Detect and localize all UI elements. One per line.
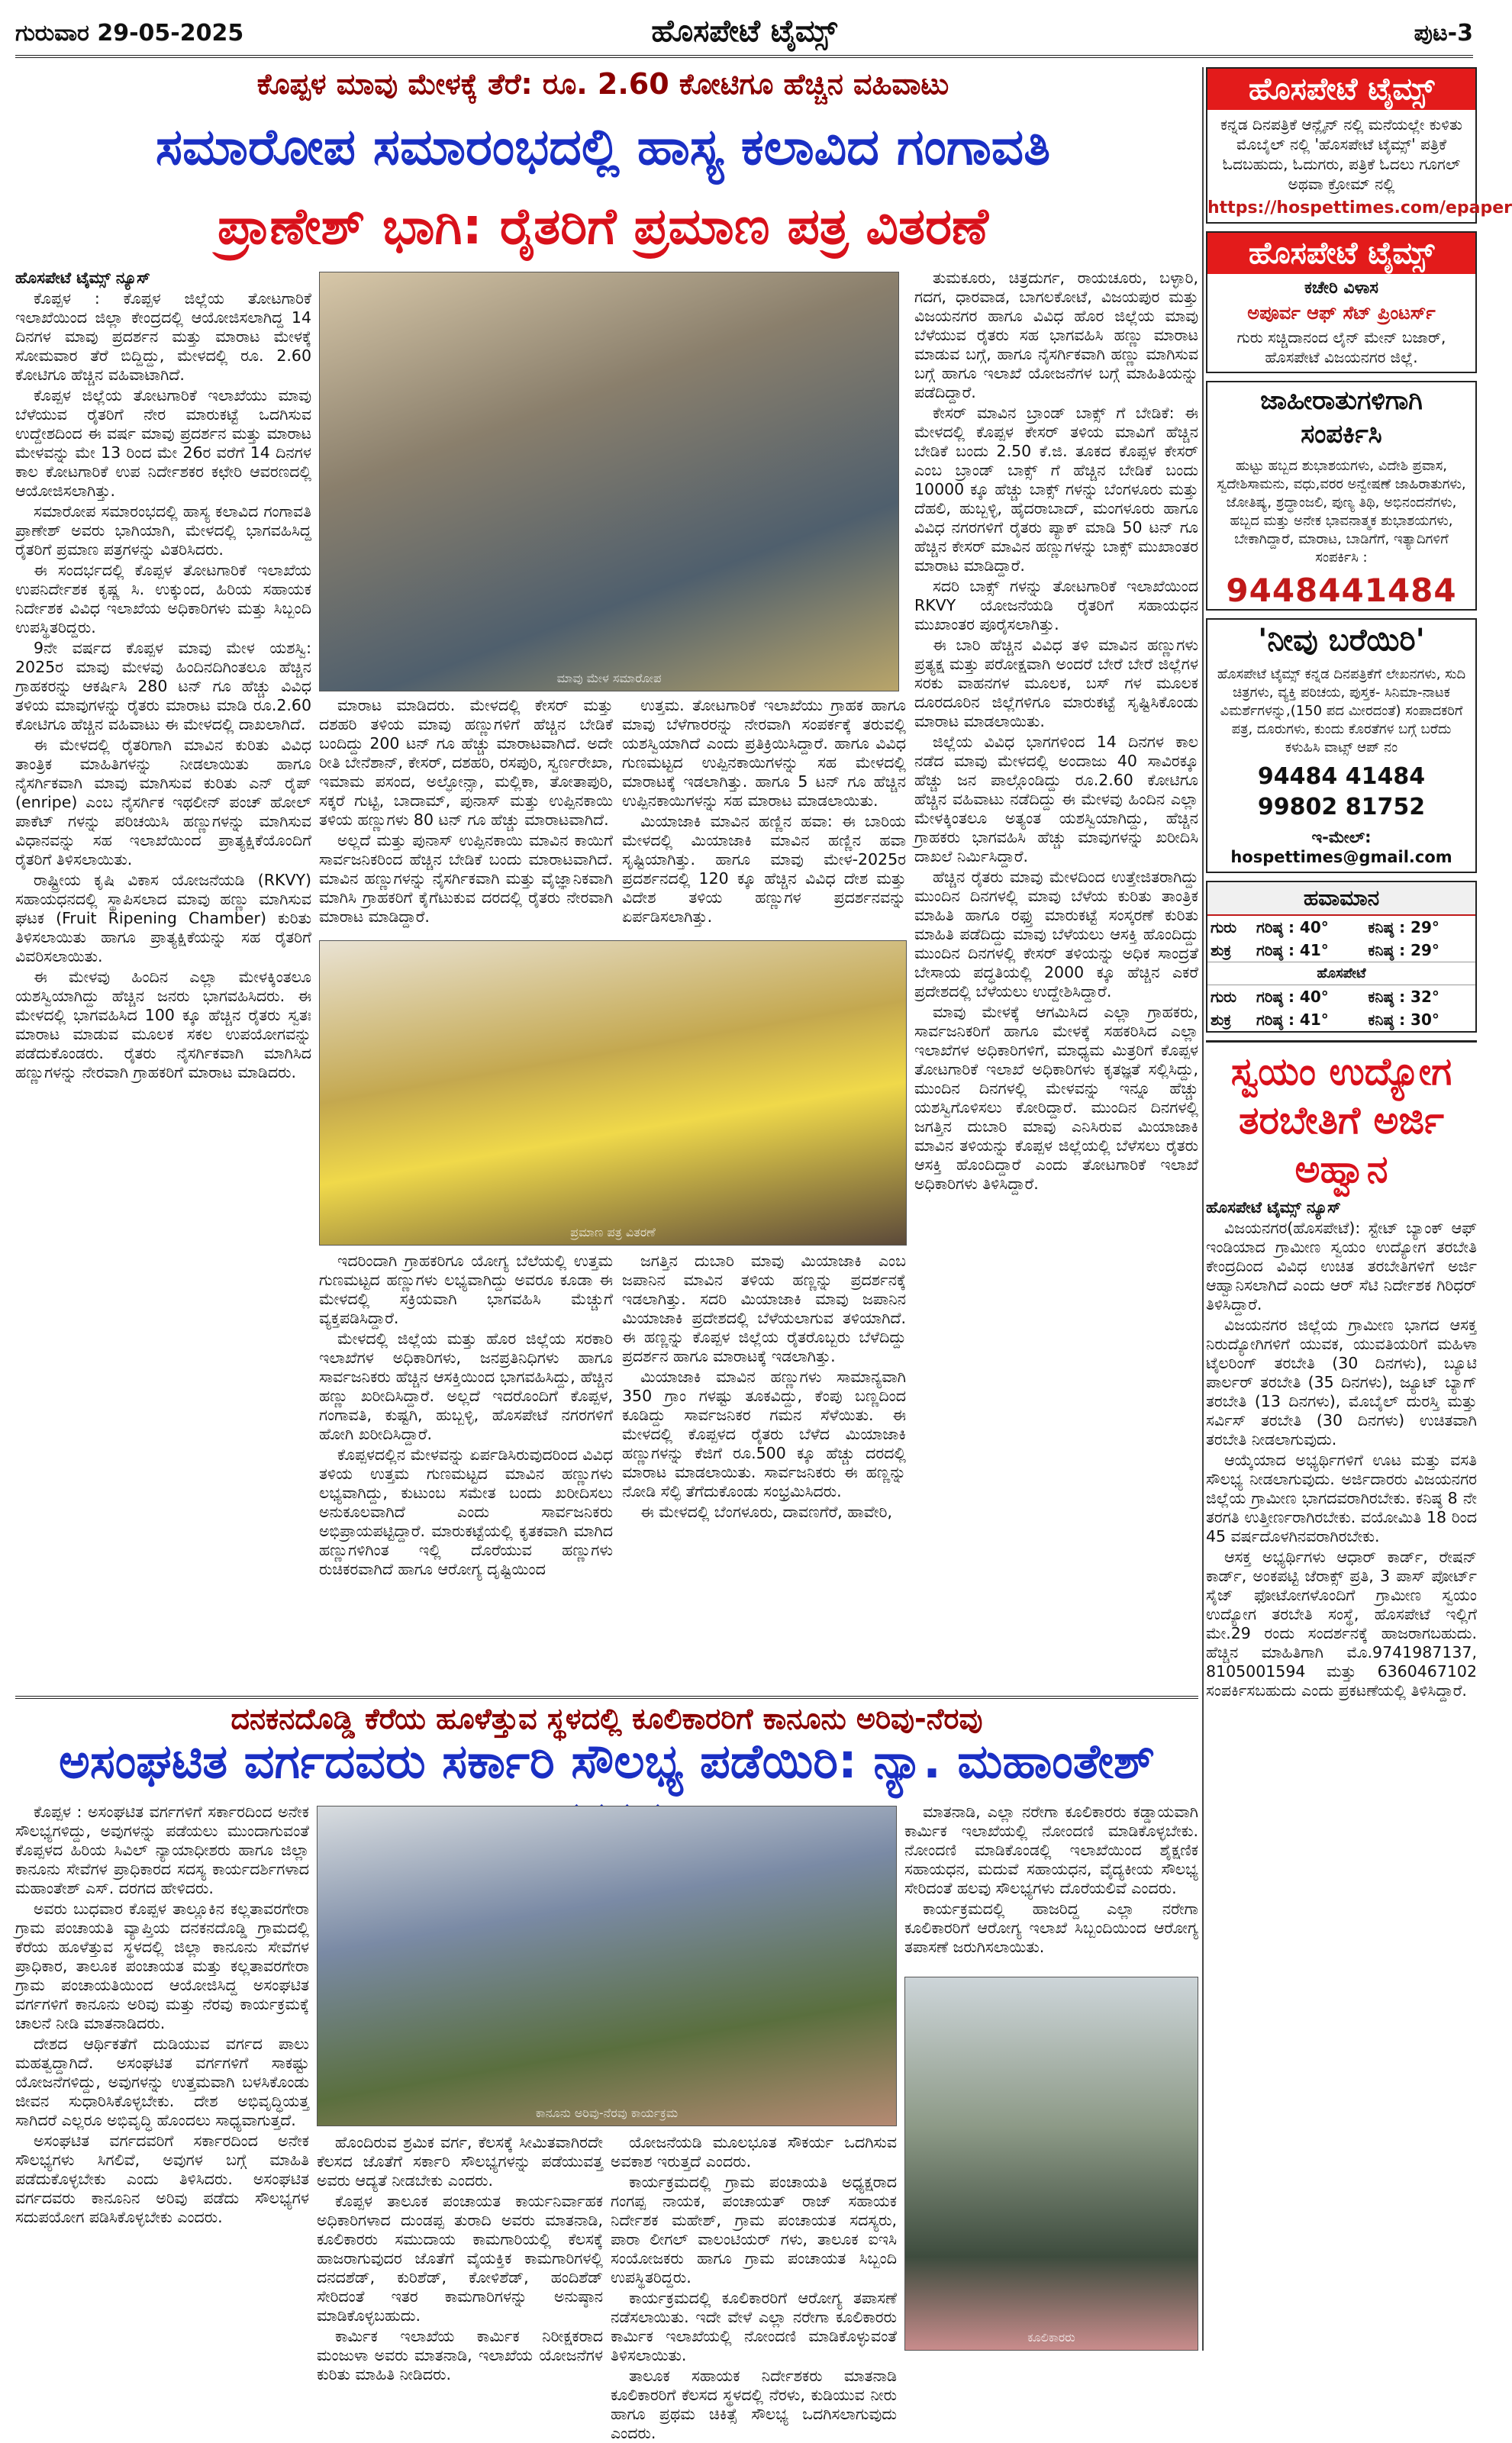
story1-column-3a (622, 696, 906, 940)
story1-paragraph: ಈ ಮೇಳದಲ್ಲಿ ರೈತರಿಗಾಗಿ ಮಾವಿನ ಕುರಿತು ವಿವಿಧ ತಾಂತ್ರಿಕ ಮಾಹಿತಿಗಳನ್ನು ನೀಡಲಾಯಿತು ಹಾಗೂ ನೈಸರ್ಗಿಕವಾಗಿ ಮಾವು ಮಾಗಿಸುವ ಕುರಿತು ಎನ್ ರೈಪ್ (enripe) ಎಂಬ ನೈಸರ್ಗಿಕ ಇಥಲೀನ್ ಪಂಚ್ ಹೋಲ್ ಪಾಕೆಟ್ ಗಳನ್ನು ಪರಿಚಯಿಸಿ ಹಣ್ಣುಗಳನ್ನು ಮಾಗಿಸುವ ವಿಧಾನವನ್ನು ಸಹ ಇಲಾಖೆಯಿಂದ ಪ್ರಾತ್ಯಕ್ಷಿಕೆಯೊಂದಿಗೆ ರೈತರಿಗೆ ತಿಳಿಸಲಾಯಿತು. (15, 736, 311, 869)
story2-paragraph: ಕೊಪ್ಪಳ ತಾಲೂಕ ಪಂಚಾಯತ ಕಾರ್ಯನಿರ್ವಾಹಕ ಅಧಿಕಾರಿಗಳಾದ ದುಂಡಪ್ಪ ತುರಾದಿ ಅವರು ಮಾತನಾಡಿ, ಕೂಲಿಕಾರರು ಸಮುದಾಯ ಕಾಮಗಾರಿಯಲ್ಲಿ ಕೆಲಸಕ್ಕೆ ಹಾಜರಾಗುವುದರ ಜೊತೆಗೆ ವೈಯಕ್ತಿಕ ಕಾಮಗಾರಿಗಳಲ್ಲಿ ದನದಶೆಡ್, ಕುರಿಶೆಡ್, ಕೋಳಿಶೆಡ್, ಹಂದಿಶೆಡ್ ಸೇರಿದಂತೆ ಇತರ ಕಾಮಗಾರಿಗಳನ್ನು ಅನುಷ್ಠಾನ ಮಾಡಿಕೊಳ್ಳಬಹುದು. (317, 2192, 603, 2325)
mango-fair-photo (319, 272, 899, 691)
story1-paragraph: ಉತ್ತಮ. ತೋಟಗಾರಿಕೆ ಇಲಾಖೆಯು ಗ್ರಾಹಕ ಹಾಗೂ ಮಾವು ಬೆಳೆಗಾರರನ್ನು ನೇರವಾಗಿ ಸಂಪರ್ಕಕ್ಕೆ ತರುವಲ್ಲಿ ಯಶಸ್ವಿಯಾಗಿದೆ ಎಂದು ಪ್ರತಿಕ್ರಿಯಿಸಿದ್ದಾರೆ. ಹಾಗೂ ವಿವಿಧ ಗುಣಮಟ್ಟದ ಉಪ್ಪಿನಕಾಯಿಗಳನ್ನು ಸಹ ಮೇಳದಲ್ಲಿ ಮಾರಾಟಕ್ಕೆ ಇಡಲಾಗಿತ್ತು. ಹಾಗೂ 5 ಟನ್ ಗೂ ಹೆಚ್ಚಿನ ಉಪ್ಪಿನಕಾಯಿಗಳನ್ನು ಸಹ ಮಾರಾಟ ಮಾಡಲಾಯಿತು. (622, 696, 906, 810)
story2-column-4 (904, 1803, 1198, 1971)
story2-paragraph: ಅವರು ಬುಧವಾರ ಕೊಪ್ಪಳ ತಾಲ್ಲೂಕಿನ ಕಲ್ಲತಾವರಗೇರಾ ಗ್ರಾಮ ಪಂಚಾಯತಿ ವ್ಯಾಪ್ತಿಯ ದನಕನದೊಡ್ಡಿ ಗ್ರಾಮದಲ್ಲಿ ಕೆರೆಯ ಹೂಳೆತ್ತುವ ಸ್ಥಳದಲ್ಲಿ ಜಿಲ್ಲಾ ಕಾನೂನು ಸೇವೆಗಳ ಪ್ರಾಧಿಕಾರ, ತಾಲೂಕ ಪಂಚಾಯತ ಮತ್ತು ಕಲ್ಲತಾವರಗೇರಾ ಗ್ರಾಮ ಪಂಚಾಯತಿಯಿಂದ ಆಯೋಜಿಸಿದ್ದ ಅಸಂಘಟಿತ ವರ್ಗಗಳಿಗೆ ಕಾನೂನು ಅರಿವು ಮತ್ತು ನೆರವು ಕಾರ್ಯಕ್ರಮಕ್ಕೆ ಚಾಲನೆ ನೀಡಿ ಮಾತನಾಡಿದರು. (15, 1900, 309, 2032)
you-write-title: 'ನೀವು ಬರೆಯಿರಿ' (1258, 623, 1425, 658)
story1-paragraph: ಮಿಯಾಜಾಕಿ ಮಾವಿನ ಹಣ್ಣಿನ ಹವಾ: ಈ ಬಾರಿಯ ಮೇಳದಲ್ಲಿ ಮಿಯಾಜಾಕಿ ಮಾವಿನ ಹಣ್ಣಿನ ಹವಾ ಸೃಷ್ಟಿಯಾಗಿತ್ತು. ಹಾಗೂ ಮಾವು ಮೇಳ-2025ರ ಪ್ರದರ್ಶನದಲ್ಲಿ 120 ಕ್ಕೂ ಹೆಚ್ಚಿನ ವಿವಿಧ ದೇಶ ಮತ್ತು ವಿದೇಶ ತಳಿಯ ಹಣ್ಣುಗಳ ಪ್ರದರ್ಶನವನ್ನು ಏರ್ಪಡಿಸಲಾಗಿತ್ತು. (622, 812, 906, 926)
story1-paragraph: ಈ ಬಾರಿ ಹೆಚ್ಚಿನ ವಿವಿಧ ತಳಿ ಮಾವಿನ ಹಣ್ಣುಗಳು ಪ್ರತ್ಯಕ್ಷ ಮತ್ತು ಪರೋಕ್ಷವಾಗಿ ಅಂದರೆ ಬೇರೆ ಬೇರೆ ಜಿಲ್ಲೆಗಳ ಸರಕು ವಾಹನಗಳ ಮೂಲಕ, ಬಸ್ ಗಳ ಮೂಲಕ ದೂರದೂರಿನ ಜಿಲ್ಲೆಗಳಿಗೂ ಮಾರುಕಟ್ಟೆ ಸೃಷ್ಟಿಸಿಕೊಂಡು ಮಾರಾಟ ಮಾಡಲಾಯಿತು. (914, 636, 1198, 730)
story2-headline: ಅಸಂಘಟಿತ ವರ್ಗದವರು ಸರ್ಕಾರಿ ಸೌಲಭ್ಯ ಪಡೆಯಿರಿ: ನ್ಯಾ. ಮಹಾಂತೇಶ್ (59, 1733, 1155, 1789)
certificate-distribution-photo (319, 940, 907, 1246)
ads-subtitle: ಸಂಪರ್ಕಿಸಿ (1301, 419, 1382, 450)
story1-paragraph: ಮಾರಾಟ ಮಾಡಿದರು. ಮೇಳದಲ್ಲಿ ಕೇಸರ್ ಮತ್ತು ದಶಹರಿ ತಳಿಯ ಮಾವು ಹಣ್ಣುಗಳಿಗೆ ಹೆಚ್ಚಿನ ಬೇಡಿಕೆ ಬಂದಿದ್ದು 200 ಟನ್ ಗೂ ಹೆಚ್ಚು ಮಾರಾಟವಾಗಿದೆ. ಅದೇ ರೀತಿ ಬೇನೆಶಾನ್, ಕೇಸರ್, ದಶಹರಿ, ರಸಪುರಿ, ಸ್ವರ್ಣರೇಖಾ, ಇಮಾಮ ಪಸಂದ, ಅಲ್ಫೋನ್ಸಾ, ಮಲ್ಲಿಕಾ, ತೋತಾಪುರಿ, ಸಕ್ಕರೆ ಗುಟ್ಟಿ, ಬಾದಾಮ್, ಪುನಾಸ್ ಮತ್ತು ಉಪ್ಪಿನಕಾಯಿ ತಳಿಯ ಹಣ್ಣುಗಳು 80 ಟನ್ ಗೂ ಹೆಚ್ಚು ಮಾರಾಟವಾಗಿದೆ. (319, 696, 613, 829)
story1-paragraph: ಇದರಿಂದಾಗಿ ಗ್ರಾಹಕರಿಗೂ ಯೋಗ್ಯ ಬೆಲೆಯಲ್ಲಿ ಉತ್ತಮ ಗುಣಮಟ್ಟದ ಹಣ್ಣುಗಳು ಲಭ್ಯವಾಗಿದ್ದು ಅವರೂ ಕೂಡಾ ಈ ಮೇಳದಲ್ಲಿ ಸಕ್ರಿಯವಾಗಿ ಭಾಗವಹಿಸಿ ಮೆಚ್ಚುಗೆ ವ್ಯಕ್ತಪಡಿಸಿದ್ದಾರೆ. (319, 1252, 613, 1327)
office-ad-header: ಹೊಸಪೇಟೆ ಟೈಮ್ಸ್ (1207, 233, 1475, 274)
ads-title: ಜಾಹೀರಾತುಗಳಿಗಾಗಿ (1260, 385, 1423, 416)
sidebar-divider (1202, 67, 1204, 2351)
story1-column-1 (15, 269, 311, 1681)
epaper-ad-text: ಕನ್ನಡ ದಿನಪತ್ರಿಕೆ ಆನ್ಲೈನ್ ನಲ್ಲಿ ಮನೆಯಲ್ಲೇ ಕುಳಿತು ಮೊಬೈಲ್ ನಲ್ಲಿ 'ಹೊಸಪೇಟೆ ಟೈಮ್ಸ್' ಪತ್ರಿಕೆ ಓದಬಹುದು, ಓದುಗರು, ಪತ್ರಿಕೆ ಓದಲು ಗೂಗಲ್ ಅಥವಾ ಕ್ರೋಮ್ ನಲ್ಲಿ (1220, 115, 1462, 193)
story1-paragraph: ಜಿಲ್ಲೆಯ ವಿವಿಧ ಭಾಗಗಳಿಂದ 14 ದಿನಗಳ ಕಾಲ ನಡೆದ ಮಾವು ಮೇಳದಲ್ಲಿ ಅಂದಾಜು 40 ಸಾವಿರಕ್ಕೂ ಹೆಚ್ಚು ಜನ ಪಾಲ್ಗೊಂಡಿದ್ದು ರೂ.2.60 ಕೋಟಿಗೂ ಹೆಚ್ಚಿನ ವಹಿವಾಟು ನಡೆದಿದ್ದು ಈ ಮೇಳವು ಹಿಂದಿನ ಎಲ್ಲಾ ಮೇಳಕ್ಕಿಂತಲೂ ಅತ್ಯಂತ ಯಶಸ್ವಿಯಾಗಿದ್ದು, ಹೆಚ್ಚಿನ ಗ್ರಾಹಕರು ಭಾಗವಹಿಸಿ ಹೆಚ್ಚು ಮಾವುಗಳನ್ನು ಖರೀದಿಸಿ ದಾಖಲೆ ನಿರ್ಮಿಸಿದ್ದಾರೆ. (914, 733, 1198, 865)
weather-row (1207, 939, 1475, 962)
photo-caption: ಮಾವು ಮೇಳ ಸಮಾರೋಪ (556, 671, 662, 685)
story2-paragraph: ಕಾರ್ಯಕ್ರಮದಲ್ಲಿ ಕೂಲಿಕಾರರಿಗೆ ಆರೋಗ್ಯ ತಪಾಸಣೆ ನಡೆಸಲಾಯಿತು. ಇದೇ ವೇಳೆ ಎಲ್ಲಾ ನರೇಗಾ ಕೂಲಿಕಾರರು ಕಾರ್ಮಿಕ ಇಲಾಖೆಯಲ್ಲಿ ನೋಂದಣಿ ಮಾಡಿಕೊಳ್ಳುವಂತೆ ತಿಳಿಸಲಾಯಿತು. (611, 2289, 897, 2364)
story1-paragraph: ರಾಷ್ಟ್ರೀಯ ಕೃಷಿ ವಿಕಾಸ ಯೋಜನೆಯಡಿ (RKVY) ಸಹಾಯಧನದಲ್ಲಿ ಸ್ಥಾಪಿಸಲಾದ ಮಾವು ಹಣ್ಣು ಮಾಗಿಸುವ ಘಟಕ (Fruit Ripening Chamber) ಕುರಿತು ತಿಳಿಸಲಾಯಿತು ಹಾಗೂ ಪ್ರಾತ್ಯಕ್ಷಿಕೆಯನ್ನು ಸಹ ರೈತರಿಗೆ ವಿವರಿಸಲಾಯಿತು. (15, 871, 311, 965)
story2-paragraph: ದೇಶದ ಆರ್ಥಿಕತೆಗೆ ದುಡಿಯುವ ವರ್ಗದ ಪಾಲು ಮಹತ್ವದ್ದಾಗಿದೆ. ಅಸಂಘಟಿತ ವರ್ಗಗಳಿಗೆ ಸಾಕಷ್ಟು ಯೋಜನೆಗಳಿದ್ದು, ಅವುಗಳನ್ನು ಉತ್ತಮವಾಗಿ ಬಳಸಿಕೊಂಡು ಜೀವನ ಸುಧಾರಿಸಿಕೊಳ್ಳಬೇಕು. ದೇಶ ಅಭಿವೃದ್ಧಿಯತ್ತ ಸಾಗಿದರೆ ಎಲ್ಲರೂ ಅಭಿವೃದ್ಧಿ ಹೊಂದಲು ಸಾಧ್ಯವಾಗುತ್ತದೆ. (15, 2035, 309, 2129)
photo-caption: ಕಾನೂನು ಅರಿವು-ನೆರವು ಕಾರ್ಯಕ್ರಮ (535, 2106, 679, 2120)
self-employment-paragraph: ಆಯ್ಕೆಯಾದ ಅಭ್ಯರ್ಥಿಗಳಿಗೆ ಊಟ ಮತ್ತು ವಸತಿ ಸೌಲಭ್ಯ ನೀಡಲಾಗುವುದು. ಅರ್ಜಿದಾರರು ವಿಜಯನಗರ ಜಿಲ್ಲೆಯ ಗ್ರಾಮೀಣ ಭಾಗದವರಾಗಿರಬೇಕು. ಕನಿಷ್ಠ 8 ನೇ ತರಗತಿ ಉತ್ತೀರ್ಣರಾಗಿರಬೇಕು. ವಯೋಮಿತಿ 18 ರಿಂದ 45 ವರ್ಷದೊಳಗಿನವರಾಗಿರಬೇಕು. (1206, 1451, 1477, 1545)
weather-day: ಗುರು (1211, 918, 1237, 936)
story1-headline-line2: ಪ್ರಾಣೇಶ್ ಭಾಗಿ: ರೈತರಿಗೆ ಪ್ರಮಾಣ ಪತ್ರ ವಿತರಣೆ (217, 197, 989, 256)
self-employment-story (1206, 1040, 1477, 1700)
story1-paragraph: ಮಾವು ಮೇಳಕ್ಕೆ ಆಗಮಿಸಿದ ಎಲ್ಲಾ ಗ್ರಾಹಕರು, ಸಾರ್ವಜನಿಕರಿಗೆ ಹಾಗೂ ಮೇಳಕ್ಕೆ ಸಹಕರಿಸಿದ ಎಲ್ಲಾ ಇಲಾಖೆಗಳ ಅಧಿಕಾರಿಗಳಿಗೆ, ಮಾಧ್ಯಮ ಮಿತ್ರರಿಗೆ ಕೊಪ್ಪಳ ತೋಟಗಾರಿಕೆ ಇಲಾಖೆ ಅಧಿಕಾರಿಗಳು ಕೃತಜ್ಞತೆ ಸಲ್ಲಿಸಿದ್ದು, ಮುಂದಿನ ದಿನಗಳಲ್ಲಿ ಮೇಳವನ್ನು ಇನ್ನೂ ಹೆಚ್ಚು ಯಶಸ್ವಿಗೊಳಿಸಲು ಕೋರಿದ್ದಾರೆ. ಮುಂದಿನ ದಿನಗಳಲ್ಲಿ ಜಗತ್ತಿನ ದುಬಾರಿ ಮಾವು ಎನಿಸಿರುವ ಮಿಯಾಜಾಕಿ ಮಾವಿನ ತಳಿಯನ್ನು ಕೊಪ್ಪಳ ಜಿಲ್ಲೆಯಲ್ಲಿ ಬೆಳೆಸಲು ರೈತರು ಆಸಕ್ತಿ ಹೊಂದಿದ್ದಾರೆ ಎಂದು ತೋಟಗಾರಿಕೆ ಇಲಾಖೆ ಅಧಿಕಾರಿಗಳು ತಿಳಿಸಿದ್ದಾರೆ. (914, 1003, 1198, 1193)
office-ad-line2: ಅಪೂರ್ವ ಆಫ್ ಸೆಟ್ ಪ್ರಿಂಟರ್ಸ್ (1247, 302, 1436, 324)
story2-paragraph: ಕಾರ್ಯಕ್ರಮದಲ್ಲಿ ಗ್ರಾಮ ಪಂಚಾಯತಿ ಅಧ್ಯಕ್ಷರಾದ ಗಂಗಪ್ಪ ನಾಯಕ, ಪಂಚಾಯತ್ ರಾಜ್ ಸಹಾಯಕ ನಿರ್ದೇಶಕ ಮಹೇಶ್, ಗ್ರಾಮ ಪಂಚಾಯತ ಸದಸ್ಯರು, ಪಾರಾ ಲೀಗಲ್ ವಾಲಂಟಿಯರ್ ಗಳು, ತಾಲೂಕ ಐಇಸಿ ಸಂಯೋಜಕರು ಹಾಗೂ ಗ್ರಾಮ ಪಂಚಾಯತ ಸಿಬ್ಬಂದಿ ಉಪಸ್ಥಿತರಿದ್ದರು. (611, 2173, 897, 2287)
story1-paragraph: ಹೆಚ್ಚಿನ ರೈತರು ಮಾವು ಮೇಳದಿಂದ ಉತ್ತೇಜಿತರಾಗಿದ್ದು ಮುಂದಿನ ದಿನಗಳಲ್ಲಿ ಮಾವು ಬೆಳೆಯ ಕುರಿತು ತಾಂತ್ರಿಕ ಮಾಹಿತಿ ಹಾಗೂ ರಫ್ತು ಮಾರುಕಟ್ಟೆ ಸಂಸ್ಕರಣೆ ಕುರಿತು ಮಾಹಿತಿ ಪಡೆದಿದ್ದು ಮಾವು ಬೆಳೆಯಲು ಆಸಕ್ತಿ ಹೊಂದಿದ್ದು ಮುಂದಿನ ದಿನಗಳಲ್ಲಿ ಕೇಸರ್ ತಳಿಯನ್ನು ಅಧಿಕ ಸಾಂದ್ರತೆ ಬೇಸಾಯ ಪದ್ಧತಿಯಲ್ಲಿ 2000 ಕ್ಕೂ ಹೆಚ್ಚಿನ ಎಕರೆ ಪ್ರದೇಶದಲ್ಲಿ ಬೆಳೆಯಲು ಉದ್ದೇಶಿಸಿದ್ದಾರೆ. (914, 868, 1198, 1001)
story2-paragraph: ಹೊಂದಿರುವ ಶ್ರಮಿಕ ವರ್ಗ, ಕೆಲಸಕ್ಕೆ ಸೀಮಿತವಾಗಿರದೇ ಕೆಲಸದ ಜೊತೆಗೆ ಸರ್ಕಾರಿ ಸೌಲಭ್ಯಗಳನ್ನು ಪಡೆಯುವತ್ತ ಅವರು ಆದ್ಯತೆ ನೀಡಬೇಕು ಎಂದರು. (317, 2133, 603, 2190)
legal-awareness-photo (317, 1806, 897, 2126)
self-employment-body (1206, 1198, 1477, 1700)
you-write-box (1206, 618, 1477, 873)
story2-paragraph: ತಾಲೂಕ ಸಹಾಯಕ ನಿರ್ದೇಶಕರು ಮಾತನಾಡಿ ಕೂಲಿಕಾರರಿಗೆ ಕೆಲಸದ ಸ್ಥಳದಲ್ಲಿ ನೆರಳು, ಕುಡಿಯುವ ನೀರು ಹಾಗೂ ಪ್ರಥಮ ಚಿಕಿತ್ಸೆ ಸೌಲಭ್ಯ ಒದಗಿಸಲಾಗುವುದು ಎಂದರು. (611, 2367, 897, 2442)
masthead (15, 11, 1473, 58)
story1-paragraph: ಸದರಿ ಬಾಕ್ಸ್ ಗಳನ್ನು ತೋಟಗಾರಿಕೆ ಇಲಾಖೆಯಿಂದ RKVY ಯೋಜನೆಯಡಿ ರೈತರಿಗೆ ಸಹಾಯಧನ ಮುಖಾಂತರ ಪೂರೈಸಲಾಗಿತ್ತು. (914, 577, 1198, 633)
weather-max: ಗರಿಷ್ಠ : 40° (1256, 988, 1329, 1006)
workers-photo (904, 1977, 1198, 2351)
contact-email: ಇ-ಮೇಲ್: hospettimes@gmail.com (1230, 828, 1452, 866)
weather-table-2 (1207, 985, 1475, 1031)
ads-phone: 9448441484 (1226, 572, 1457, 609)
story1-paragraph: ಮೇಳದಲ್ಲಿ ಜಿಲ್ಲೆಯ ಮತ್ತು ಹೊರ ಜಿಲ್ಲೆಯ ಸರಕಾರಿ ಇಲಾಖೆಗಳ ಅಧಿಕಾರಿಗಳು, ಜನಪ್ರತಿನಿಧಿಗಳು ಹಾಗೂ ಸಾರ್ವಜನಿಕರು ಹೆಚ್ಚಿನ ಆಸಕ್ತಿಯಿಂದ ಭಾಗವಹಿಸಿದ್ದು, ಹೆಚ್ಚಿನ ಹಣ್ಣು ಖರೀದಿಸಿದ್ದಾರೆ. ಅಲ್ಲದೆ ಇದರೊಂದಿಗೆ ಕೊಪ್ಪಳ, ಗಂಗಾವತಿ, ಕುಷ್ಟಗಿ, ಹುಬ್ಬಳ್ಳಿ, ಹೊಸಪೇಟೆ ನಗರಗಳಿಗೆ ಹೋಗಿ ಖರೀದಿಸಿದ್ದಾರೆ. (319, 1329, 613, 1443)
story2-paragraph: ಕೊಪ್ಪಳ : ಅಸಂಘಟಿತ ವರ್ಗಗಳಿಗೆ ಸರ್ಕಾರದಿಂದ ಅನೇಕ ಸೌಲಭ್ಯಗಳಿದ್ದು, ಅವುಗಳನ್ನು ಪಡೆಯಲು ಮುಂದಾಗುವಂತೆ ಕೊಪ್ಪಳದ ಹಿರಿಯ ಸಿವಿಲ್ ನ್ಯಾಯಾಧೀಶರು ಹಾಗೂ ಜಿಲ್ಲಾ ಕಾನೂನು ಸೇವೆಗಳ ಪ್ರಾಧಿಕಾರದ ಸದಸ್ಯ ಕಾರ್ಯದರ್ಶಿಗಳಾದ ಮಹಾಂತೇಶ್ ಎಸ್. ದರಗದ ಹೇಳಿದರು. (15, 1803, 309, 1897)
story2-column-1 (15, 1803, 309, 2352)
story2-column-2 (317, 2133, 603, 2383)
photo-caption: ಪ್ರಮಾಣ ಪತ್ರ ವಿತರಣೆ (570, 1225, 656, 1239)
weather-day: ಶುಕ್ರ (1211, 1010, 1232, 1029)
ads-text: ಹುಟ್ಟು ಹಬ್ಬದ ಶುಭಾಶಯಗಳು, ವಿದೇಶಿ ಪ್ರವಾಸ, ಸ್ವದೇಶಿಸಾಮನು, ವಧು,ವರರ ಅನ್ವೇಷಣೆ ಜಾಹಿರಾತುಗಳು, ಜೋತಿಷ್ಯ, ಶ್ರದ್ಧಾಂಜಲಿ, ಪುಣ್ಯ ತಿಥಿ, ಅಭಿನಂದನೆಗಳು, ಹಬ್ಬದ ಮತ್ತು ಅನೇಕ ಭಾವನಾತ್ಮಕ ಶುಭಾಶಯಗಳು, ಬೇಕಾಗಿದ್ದಾರೆ, ಮಾರಾಟ, ಬಾಡಿಗೆಗೆ, ಇತ್ಯಾದಿಗಳಿಗೆ ಸಂಪರ್ಕಿಸಿ : (1217, 458, 1466, 566)
story1-paragraph: ಮಿಯಾಜಾಕಿ ಮಾವಿನ ಹಣ್ಣುಗಳು ಸಾಮಾನ್ಯವಾಗಿ 350 ಗ್ರಾಂ ಗಳಷ್ಟು ತೂಕವಿದ್ದು, ಕೆಂಪು ಬಣ್ಣದಿಂದ ಕೂಡಿದ್ದು ಸಾರ್ವಜನಿಕರ ಗಮನ ಸೆಳೆಯಿತು. ಈ ಮೇಳದಲ್ಲಿ ಕೊಪ್ಪಳದ ರೈತರು ಬೆಳೆದ ಮಿಯಾಜಾಕಿ ಹಣ್ಣುಗಳನ್ನು ಕೆಜಿಗೆ ರೂ.500 ಕ್ಕೂ ಹೆಚ್ಚು ದರದಲ್ಲಿ ಮಾರಾಟ ಮಾಡಲಾಯಿತು. ಸಾರ್ವಜನಿಕರು ಈ ಹಣ್ಣನ್ನು ನೋಡಿ ಸೆಲ್ಫಿ ತೆಗೆದುಕೊಂಡು ಸಂಭ್ರಮಿಸಿದರು. (622, 1368, 906, 1500)
story1-paragraph: ಸಮಾರೋಪ ಸಮಾರಂಭದಲ್ಲಿ ಹಾಸ್ಯ ಕಲಾವಿದ ಗಂಗಾವತಿ ಪ್ರಾಣೇಶ್ ಅವರು ಭಾಗಿಯಾಗಿ, ಮೇಳದಲ್ಲಿ ಭಾಗವಹಿಸಿದ್ದ ರೈತರಿಗೆ ಪ್ರಮಾಣ ಪತ್ರಗಳನ್ನು ವಿತರಿಸಿದರು. (15, 502, 311, 559)
story1-paragraph: 9ನೇ ವರ್ಷದ ಕೊಪ್ಪಳ ಮಾವು ಮೇಳ ಯಶಸ್ವಿ: 2025ರ ಮಾವು ಮೇಳವು ಹಿಂದಿನದಿಗಿಂತಲೂ ಹೆಚ್ಚಿನ ಗ್ರಾಹಕರನ್ನು ಆಕರ್ಷಿಸಿ 280 ಟನ್ ಗೂ ಹೆಚ್ಚು ವಿವಿಧ ತಳಿಯ ಮಾವುಗಳನ್ನು ರೈತರು ಮಾರಾಟ ಮಾಡಿ ರೂ.2.60 ಕೋಟಿಗೂ ಹೆಚ್ಚಿನ ವಹಿವಾಟು ಈ ಮೇಳದಲ್ಲಿ ದಾಖಲಾಗಿದೆ. (15, 639, 311, 733)
story1-kicker: ಕೊಪ್ಪಳ ಮಾವು ಮೇಳಕ್ಕೆ ತೆರೆ: ರೂ. 2.60 ಕೋಟಿಗೂ ಹೆಚ್ಚಿನ ವಹಿವಾಟು (256, 67, 949, 101)
story2-paragraph: ಯೋಜನೆಯಡಿ ಮೂಲಭೂತ ಸೌಕರ್ಯ ಒದಗಿಸುವ ಅವಕಾಶ ಇರುತ್ತದೆ ಎಂದರು. (611, 2133, 897, 2171)
story2-paragraph: ಕಾರ್ಯಕ್ರಮದಲ್ಲಿ ಹಾಜರಿದ್ದ ಎಲ್ಲಾ ನರೇಗಾ ಕೂಲಿಕಾರರಿಗೆ ಆರೋಗ್ಯ ಇಲಾಖೆ ಸಿಬ್ಬಂದಿಯಿಂದ ಆರೋಗ್ಯ ತಪಾಸಣೆ ಜರುಗಿಸಲಾಯಿತು. (904, 1900, 1198, 1956)
weather-row (1207, 1008, 1475, 1031)
story2-kicker: ದನಕನದೊಡ್ಡಿ ಕೆರೆಯ ಹೂಳೆತ್ತುವ ಸ್ಥಳದಲ್ಲಿ ಕೂಲಿಕಾರರಿಗೆ ಕಾನೂನು ಅರಿವು-ನೆರವು (15, 1696, 1198, 1736)
story2-column-3 (611, 2133, 897, 2442)
office-address-ad (1206, 231, 1477, 373)
office-ad-line1: ಕಚೇರಿ ವಿಳಾಸ (1304, 279, 1378, 298)
weather-day: ಶುಕ್ರ (1211, 941, 1232, 959)
story1-paragraph: ಕೊಪ್ಪಳದಲ್ಲಿನ ಮೇಳವನ್ನು ಏರ್ಪಡಿಸಿರುವುದರಿಂದ ವಿವಿಧ ತಳಿಯ ಉತ್ತಮ ಗುಣಮಟ್ಟದ ಮಾವಿನ ಹಣ್ಣುಗಳು ಲಭ್ಯವಾಗಿದ್ದು, ಕುಟುಂಬ ಸಮೇತ ಬಂದು ಖರೀದಿಸಲು ಅನುಕೂಲವಾಗಿದೆ ಎಂದು ಸಾರ್ವಜನಿಕರು ಅಭಿಪ್ರಾಯಪಟ್ಟಿದ್ದಾರೆ. ಮಾರುಕಟ್ಟೆಯಲ್ಲಿ ಕೃತಕವಾಗಿ ಮಾಗಿದ ಹಣ್ಣುಗಳಿಗಿಂತ ಇಲ್ಲಿ ದೊರೆಯುವ ಹಣ್ಣುಗಳು ರುಚಿಕರವಾಗಿದೆ ಹಾಗೂ ಆರೋಗ್ಯ ದೃಷ್ಟಿಯಿಂದ (319, 1445, 613, 1578)
you-write-text: ಹೊಸಪೇಟೆ ಟೈಮ್ಸ್ ಕನ್ನಡ ದಿನಪತ್ರಿಕೆಗೆ ಲೇಖನಗಳು, ಸುದಿ ಚಿತ್ರಗಳು, ವ್ಯಕ್ತಿ ಪರಿಚಯ, ಪುಸ್ತಕ- ಸಿನಿಮಾ-ನಾಟಕ ವಿಮರ್ಶೆಗಳನ್ನು,(150 ಪದ ಮೀರದಂತೆ) ಸಂಪಾದಕರಿಗೆ ಪತ್ರ, ದೂರುಗಳು, ಕುಂದು ಕೊರತೆಗಳ ಬಗ್ಗೆ ಬರೆದು ಕಳುಹಿಸಿ ವಾಟ್ಸ್ ಆಪ್ ನಂ (1217, 666, 1466, 756)
weather-max: ಗರಿಷ್ಠ : 40° (1256, 918, 1329, 936)
epaper-ad (1206, 67, 1512, 224)
weather-title: ಹವಾಮಾನ (1207, 882, 1475, 916)
weather-table-1 (1207, 916, 1475, 962)
weather-row (1207, 916, 1475, 939)
story1-paragraph: ಜಗತ್ತಿನ ದುಬಾರಿ ಮಾವು ಮಿಯಾಜಾಕಿ ಎಂಬ ಜಪಾನಿನ ಮಾವಿನ ತಳಿಯ ಹಣ್ಣನ್ನು ಪ್ರದರ್ಶನಕ್ಕೆ ಇಡಲಾಗಿತ್ತು. ಸದರಿ ಮಿಯಾಜಾಕಿ ಮಾವು ಜಪಾನಿನ ಮಿಯಾಜಾಕಿ ಪ್ರದೇಶದಲ್ಲಿ ಬೆಳೆಯಲಾಗುವ ತಳಿಯಾಗಿದೆ. ಈ ಹಣ್ಣನ್ನು ಕೊಪ್ಪಳ ಜಿಲ್ಲೆಯ ರೈತರೊಬ್ಬರು ಬೆಳೆದಿದ್ದು ಪ್ರದರ್ಶನ ಹಾಗೂ ಮಾರಾಟಕ್ಕೆ ಇಡಲಾಗಿತ್ತು. (622, 1252, 906, 1365)
whatsapp-phone-2: 99802 81752 (1257, 794, 1426, 820)
newspaper-title: ಹೊಸಪೇಟೆ ಟೈಮ್ಸ್ (651, 14, 837, 49)
weather-min: ಕನಿಷ್ಠ : 30° (1368, 1010, 1439, 1029)
self-employment-paragraph: ವಿಜಯನಗರ ಜಿಲ್ಲೆಯ ಗ್ರಾಮೀಣ ಭಾಗದ ಆಸಕ್ತ ನಿರುದ್ಯೋಗಿಗಳಿಗೆ ಯುವಕ, ಯುವತಿಯರಿಗೆ ಮಹಿಳಾ ಟೈಲರಿಂಗ್ ತರಬೇತಿ (30 ದಿನಗಳು), ಬ್ಯೂಟಿ ಪಾರ್ಲರ್ ತರಬೇತಿ (35 ದಿನಗಳು), ಜ್ಯೂಟ್ ಬ್ಯಾಗ್ ತರಬೇತಿ (13 ದಿನಗಳು), ಮೊಬೈಲ್ ದುರಸ್ತಿ ಮತ್ತು ಸರ್ವಿಸ್ ತರಬೇತಿ (30 ದಿನಗಳು) ಉಚಿತವಾಗಿ ತರಬೇತಿ ನೀಡಲಾಗುವುದು. (1206, 1316, 1477, 1449)
story1-column-3b (622, 1252, 906, 1681)
whatsapp-phone-1: 94484 41484 (1257, 763, 1426, 790)
story1-column-2a (319, 696, 613, 940)
story1-headline-line1: ಸಮಾರೋಪ ಸಮಾರಂಭದಲ್ಲಿ ಹಾಸ್ಯ ಕಲಾವಿದ ಗಂಗಾವತಿ (155, 118, 1051, 176)
story1-column-2b (319, 1252, 613, 1681)
self-employment-paragraph: ವಿಜಯನಗರ(ಹೊಸಪೇಟೆ): ಸ್ಟೇಟ್ ಬ್ಯಾಂಕ್ ಆಫ್ ಇಂಡಿಯಾದ ಗ್ರಾಮೀಣ ಸ್ವಯಂ ಉದ್ಯೋಗ ತರಬೇತಿ ಕೇಂದ್ರದಿಂದ ವಿವಿಧ ಉಚಿತ ತರಬೇತಿಗಳಿಗೆ ಅರ್ಜಿ ಆಹ್ವಾನಿಸಲಾಗಿದೆ ಎಂದು ಆರ್ ಸೆಟಿ ನಿರ್ದೇಶಕ ಗಿರಿಧರ್ ತಿಳಿಸಿದ್ದಾರೆ. (1206, 1219, 1477, 1313)
self-employment-headline: ಸ್ವಯಂ ಉದ್ಯೋಗ ತರಬೇತಿಗೆ ಅರ್ಜಿ ಅಹ್ವಾನ (1230, 1049, 1452, 1191)
weather-max: ಗರಿಷ್ಠ : 41° (1256, 941, 1329, 959)
photo-caption: ಕೂಲಿಕಾರರು (1027, 2330, 1075, 2345)
story2-paragraph: ಅಸಂಘಟಿತ ವರ್ಗದವರಿಗೆ ಸರ್ಕಾರದಿಂದ ಅನೇಕ ಸೌಲಭ್ಯಗಳು ಸಿಗಲಿವೆ, ಅವುಗಳ ಬಗ್ಗೆ ಮಾಹಿತಿ ಪಡೆದುಕೊಳ್ಳಬೇಕು ಎಂದು ತಿಳಿಸಿದರು. ಅಸಂಘಟಿತ ವರ್ಗದವರು ಕಾನೂನಿನ ಅರಿವು ಪಡೆದು ಸೌಲಭ್ಯಗಳ ಸದುಪಯೋಗ ಪಡಿಸಿಕೊಳ್ಳಬೇಕು ಎಂದರು. (15, 2132, 309, 2226)
story1-paragraph: ಅಲ್ಲದೆ ಮತ್ತು ಪುನಾಸ್ ಉಪ್ಪಿನಕಾಯಿ ಮಾವಿನ ಕಾಯಿಗೆ ಸಾರ್ವಜನಿಕರಿಂದ ಹೆಚ್ಚಿನ ಬೇಡಿಕೆ ಬಂದು ಮಾರಾಟವಾಗಿದೆ. ಮಾವಿನ ಹಣ್ಣುಗಳನ್ನು ನೈಸರ್ಗಿಕವಾಗಿ ಮತ್ತು ವೈಜ್ಞಾನಿಕವಾಗಿ ಮಾಗಿಸಿ ಗ್ರಾಹಕರಿಗೆ ಕೈಗೆಟುಕುವ ದರದಲ್ಲಿ ರೈತರು ನೇರವಾಗಿ ಮಾರಾಟ ಮಾಡಿದ್ದಾರೆ. (319, 831, 613, 926)
issue-date: ಗುರುವಾರ 29-05-2025 (15, 20, 244, 47)
story1-paragraph: ತುಮಕೂರು, ಚಿತ್ರದುರ್ಗ, ರಾಯಚೂರು, ಬಳ್ಳಾರಿ, ಗದಗ, ಧಾರವಾಡ, ಬಾಗಲಕೋಟೆ, ವಿಜಯಪುರ ಮತ್ತು ವಿಜಯನಗರ ಹಾಗೂ ವಿವಿಧ ಹೊರ ಜಿಲ್ಲೆಯ ಮಾವು ಬೆಳೆಯುವ ರೈತರು ಸಹ ಭಾಗವಹಿಸಿ ಹಣ್ಣು ಮಾರಾಟ ಮಾಡುವ ಬಗ್ಗೆ, ಹಾಗೂ ನೈಸರ್ಗಿಕವಾಗಿ ಹಣ್ಣು ಮಾಗಿಸುವ ಬಗ್ಗೆ ಹಾಗೂ ಇಲಾಖೆ ಯೋಜನೆಗಳ ಬಗ್ಗೆ ಮಾಹಿತಿಯನ್ನು ಪಡೆದಿದ್ದಾರೆ. (914, 269, 1198, 401)
right-sidebar (1206, 67, 1512, 1702)
story1-paragraph: ಈ ಮೇಳದಲ್ಲಿ ಬೆಂಗಳೂರು, ದಾವಣಗೆರೆ, ಹಾವೇರಿ, (640, 1503, 892, 1521)
weather-max: ಗರಿಷ್ಠ : 41° (1256, 1010, 1329, 1029)
weather-day: ಗುರು (1211, 988, 1237, 1006)
story1-paragraph: ಕೇಸರ್ ಮಾವಿನ ಬ್ರಾಂಡ್ ಬಾಕ್ಸ್ ಗೆ ಬೇಡಿಕೆ: ಈ ಮೇಳದಲ್ಲಿ ಕೊಪ್ಪಳ ಕೇಸರ್ ತಳಿಯ ಮಾವಿಗೆ ಹೆಚ್ಚಿನ ಬೇಡಿಕೆ ಬಂದು 2.50 ಕೆ.ಜಿ. ತೂಕದ ಕೊಪ್ಪಳ ಕೇಸರ್ ಎಂಬ ಬ್ರಾಂಡ್ ಬಾಕ್ಸ್ ಗೆ ಹೆಚ್ಚಿನ ಬೇಡಿಕೆ ಬಂದು 10000 ಕ್ಕೂ ಹೆಚ್ಚು ಬಾಕ್ಸ್ ಗಳನ್ನು ಬೆಂಗಳೂರು ಮತ್ತು ದೆಹಲಿ, ಹುಬ್ಬಳ್ಳಿ, ಹೈದರಾಬಾದ್, ಮಂಗಳೂರು ಹಾಗೂ ವಿವಿಧ ನಗರಗಳಿಗೆ ರೈತರು ಪ್ಯಾಕ್ ಮಾಡಿ 50 ಟನ್ ಗೂ ಹೆಚ್ಚಿನ ಕೇಸರ್ ಮಾವಿನ ಹಣ್ಣುಗಳನ್ನು ಬಾಕ್ಸ್ ಮುಖಾಂತರ ಮಾರಾಟ ಮಾಡಿದ್ದಾರೆ. (914, 404, 1198, 575)
story1-column-4 (914, 269, 1198, 1681)
office-ad-line3: ಗುರು ಸಚ್ಚಿದಾನಂದ ಲೈನ್ ಮೇನ್ ಬಜಾರ್, ಹೊಸಪೇಟೆ ವಿಜಯನಗರ ಜಿಲ್ಲೆ. (1236, 328, 1446, 366)
weather-box (1206, 881, 1477, 1033)
self-employment-byline: ಹೊಸಪೇಟೆ ಟೈಮ್ಸ್ ನ್ಯೂಸ್ (1206, 1198, 1341, 1217)
story1-byline: ಹೊಸಪೇಟೆ ಟೈಮ್ಸ್ ನ್ಯೂಸ್ (15, 269, 150, 287)
story1-paragraph: ಕೊಪ್ಪಳ ಜಿಲ್ಲೆಯ ತೋಟಗಾರಿಕೆ ಇಲಾಖೆಯು ಮಾವು ಬೆಳೆಯುವ ರೈತರಿಗೆ ನೇರ ಮಾರುಕಟ್ಟೆ ಒದಗಿಸುವ ಉದ್ದೇಶದಿಂದ ಈ ವರ್ಷ ಮಾವು ಪ್ರದರ್ಶನ ಮತ್ತು ಮಾರಾಟ ಮೇಳವನ್ನು ಮೇ 13 ರಿಂದ ಮೇ 26ರ ವರೆಗೆ 14 ದಿನಗಳ ಕಾಲ ಕೋಟಗಾರಿಕೆ ಉಪ ನಿರ್ದೇಶಕರ ಕಛೇರಿ ಆವರಣದಲ್ಲಿ ಆಯೋಜಿಸಲಾಗಿತ್ತು. (15, 386, 311, 500)
weather-place: ಹೊಸಪೇಟೆ (1207, 962, 1475, 985)
epaper-link[interactable]: https://hospettimes.com/epaper (1207, 198, 1512, 218)
story2-paragraph: ಕಾರ್ಮಿಕ ಇಲಾಖೆಯ ಕಾರ್ಮಿಕ ನಿರೀಕ್ಷಕರಾದ ಮಂಜುಳಾ ಅವರು ಮಾತನಾಡಿ, ಇಲಾಖೆಯ ಯೋಜನೆಗಳ ಕುರಿತು ಮಾಹಿತಿ ನೀಡಿದರು. (317, 2327, 603, 2383)
story2-paragraph: ಮಾತನಾಡಿ, ಎಲ್ಲಾ ನರೇಗಾ ಕೂಲಿಕಾರರು ಕಡ್ಡಾಯವಾಗಿ ಕಾರ್ಮಿಕ ಇಲಾಖೆಯಲ್ಲಿ ನೋಂದಣಿ ಮಾಡಿಕೊಳ್ಳಬೇಕು. ನೋಂದಣಿ ಮಾಡಿಕೊಂಡಲ್ಲಿ ಇಲಾಖೆಯಿಂದ ಶೈಕ್ಷಣಿಕ ಸಹಾಯಧನ, ಮದುವೆ ಸಹಾಯಧನ, ವೈದ್ಯಕೀಯ ಸೌಲಭ್ಯ ಸೇರಿದಂತೆ ಹಲವು ಸೌಲಭ್ಯಗಳು ದೊರೆಯಲಿವೆ ಎಂದರು. (904, 1803, 1198, 1897)
weather-min: ಕನಿಷ್ಠ : 32° (1368, 988, 1439, 1006)
story1-paragraph: ಈ ಮೇಳವು ಹಿಂದಿನ ಎಲ್ಲಾ ಮೇಳಕ್ಕಿಂತಲೂ ಯಶಸ್ವಿಯಾಗಿದ್ದು ಹೆಚ್ಚಿನ ಜನರು ಭಾಗವಹಿಸಿದರು. ಈ ಮೇಳದಲ್ಲಿ ಭಾಗವಹಿಸಿದ 100 ಕ್ಕೂ ಹೆಚ್ಚಿನ ರೈತರು ಸ್ವತಃ ಮಾರಾಟ ಮಾಡುವ ಮೂಲಕ ಸಕಲ ಉಪಯೋಗವನ್ನು ಪಡೆದುಕೊಂಡರು. ರೈತರು ನೈಸರ್ಗಿಕವಾಗಿ ಮಾಗಿಸಿದ ಹಣ್ಣುಗಳನ್ನು ನೇರವಾಗಿ ಗ್ರಾಹಕರಿಗೆ ಮಾರಾಟ ಮಾಡಿದರು. (15, 968, 311, 1081)
weather-min: ಕನಿಷ್ಠ : 29° (1368, 918, 1439, 936)
story1-paragraph: ಕೊಪ್ಪಳ : ಕೊಪ್ಪಳ ಜಿಲ್ಲೆಯ ತೋಟಗಾರಿಕೆ ಇಲಾಖೆಯಿಂದ ಜಿಲ್ಲಾ ಕೇಂದ್ರದಲ್ಲಿ ಆಯೋಜಿಸಲಾಗಿದ್ದ 14 ದಿನಗಳ ಮಾವು ಪ್ರದರ್ಶನ ಮತ್ತು ಮಾರಾಟ ಮೇಳಕ್ಕೆ ಸೋಮವಾರ ತೆರೆ ಬಿದ್ದಿದ್ದು, ಮೇಳದಲ್ಲಿ ರೂ. 2.60 ಕೋಟಿಗೂ ಹೆಚ್ಚಿನ ವಹಿವಾಟಾಗಿದೆ. (15, 289, 311, 384)
advertisement-contact-box (1206, 381, 1477, 611)
story1-paragraph: ಈ ಸಂದರ್ಭದಲ್ಲಿ ಕೊಪ್ಪಳ ತೋಟಗಾರಿಕೆ ಇಲಾಖೆಯ ಉಪನಿರ್ದೇಶಕ ಕೃಷ್ಣ ಸಿ. ಉಕ್ಕುಂದ, ಹಿರಿಯ ಸಹಾಯಕ ನಿರ್ದೇಶಕ ವಿವಿಧ ಇಲಾಖೆಯ ಅಧಿಕಾರಿಗಳು ಮತ್ತು ಸಿಬ್ಬಂದಿ ಉಪಸ್ಥಿತರಿದ್ದರು. (15, 561, 311, 637)
weather-min: ಕನಿಷ್ಠ : 29° (1368, 941, 1439, 959)
epaper-ad-header: ಹೊಸಪೇಟೆ ಟೈಮ್ಸ್ (1207, 69, 1475, 110)
weather-row (1207, 985, 1475, 1008)
page-number: ಪುಟ-3 (1414, 20, 1473, 47)
self-employment-paragraph: ಆಸಕ್ತ ಅಭ್ಯರ್ಥಿಗಳು ಆಧಾರ್ ಕಾರ್ಡ್, ರೇಷನ್ ಕಾರ್ಡ್, ಅಂಕಪಟ್ಟಿ ಜೆರಾಕ್ಸ್ ಪ್ರತಿ, 3 ಪಾಸ್ ಪೋರ್ಟ್ ಸೈಜ್ ಫೋಟೋಗಳೊಂದಿಗೆ ಗ್ರಾಮೀಣ ಸ್ವಯಂ ಉದ್ಯೋಗ ತರಬೇತಿ ಸಂಸ್ಥೆ, ಹೊಸಪೇಟೆ ಇಲ್ಲಿಗೆ ಮೇ.29 ರಂದು ಸಂದರ್ಶನಕ್ಕೆ ಹಾಜರಾಗಬಹುದು. ಹೆಚ್ಚಿನ ಮಾಹಿತಿಗಾಗಿ ಮೊ.9741987137, 8105001594 ಮತ್ತು 6360467102 ಸಂಪರ್ಕಿಸಬಹುದು ಎಂದು ಪ್ರಕಟಣೆಯಲ್ಲಿ ತಿಳಿಸಿದ್ದಾರೆ. (1206, 1548, 1477, 1700)
